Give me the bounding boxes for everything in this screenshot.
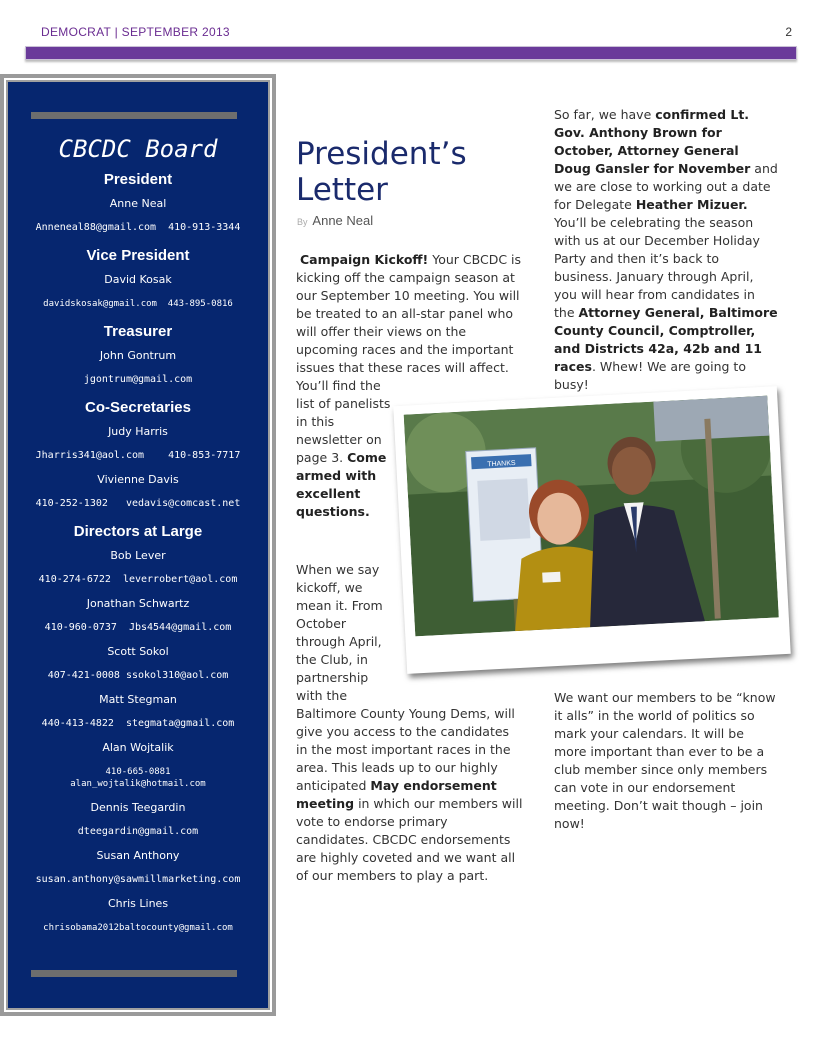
- paragraph-campaign-kickoff: Campaign Kickoff! Your CBCDC is kicking off the campaign season at our September 10 meeting. You will be treated to an all-star panel who will offer their views on the upcoming races and the important issues that these races will affect.: [296, 252, 522, 375]
- board-member-name: Susan Anthony: [96, 849, 180, 862]
- board-sidebar: [0, 74, 276, 1016]
- byline: By Anne Neal: [297, 213, 374, 228]
- photo-illustration: [404, 396, 779, 637]
- board-list: [8, 134, 268, 940]
- board-member-name: John Gontrum: [99, 349, 177, 362]
- board-member-name: Chris Lines: [107, 897, 169, 910]
- board-role-heading: Vice President: [86, 247, 190, 264]
- board-title: CBCDC Board: [58, 135, 218, 163]
- page-number: 2: [785, 25, 792, 39]
- board-member-name: Anne Neal: [109, 197, 167, 210]
- board-member-name: Dennis Teegardin: [90, 801, 186, 814]
- board-member-contact: 410-274-6722 leverrobert@aol.com: [38, 574, 238, 585]
- article-title: President’s Letter: [296, 136, 467, 208]
- board-member-contact: Anneneal88@gmail.com 410-913-3344: [35, 222, 241, 233]
- board-role-heading: Directors at Large: [73, 523, 203, 540]
- author-name: Anne Neal: [312, 213, 374, 228]
- header-bar: [25, 46, 797, 60]
- board-member-contact: dteegardin@gmail.com: [77, 826, 199, 837]
- board-member-contact: 410-252-1302 vedavis@comcast.net: [35, 498, 241, 509]
- board-member-contact: 410-960-0737 Jbs4544@gmail.com: [44, 622, 232, 633]
- board-member-contact: davidskosak@gmail.com 443-895-0816: [43, 299, 233, 309]
- board-member-name: Scott Sokol: [107, 645, 169, 658]
- board-member-name: Jonathan Schwartz: [86, 597, 190, 610]
- page-header: [41, 25, 792, 41]
- board-role-heading: Co-Secretaries: [85, 399, 191, 416]
- board-member-contact: 410-665-0881 alan_wojtalik@hotmail.com: [70, 767, 206, 789]
- board-member-name: Alan Wojtalik: [102, 741, 174, 754]
- paragraph-kickoff-cont: Baltimore County Young Dems, will give you access to the candidates in the most important races in the area. This leads up to our highly anticipated May endorsement meeting in which our members will vote to endorse primary candidates. CBCDC endorsements are highly coveted and we want all of our members to play a part.: [296, 706, 523, 883]
- board-member-name: Judy Harris: [108, 425, 168, 438]
- paragraph-join-now: We want our members to be “know it alls” in the world of politics so mark your calendars. It will be more important than ever to be a club member since only members can vote in our endorsement meeting. Don’t wait though – join now!: [554, 690, 776, 831]
- board-member-contact: Jharris341@aol.com 410-853-7717: [35, 450, 241, 461]
- sidebar-bottom-rule: [31, 970, 237, 977]
- event-photo: [393, 386, 790, 674]
- paragraph-confirmed-speakers: So far, we have confirmed Lt. Gov. Anthony Brown for October, Attorney General Doug Gansler for November and we are close to working out a date for Delegate Heather Mizuer. You’ll be celebrating the season with us at our December Holiday Party and then it’s back to business. January through April, you will hear from candidates in the Attorney General, Baltimore County Council, Comptroller, and Districts 42a, 42b and 11 races. Whew! We are going to busy!: [554, 107, 778, 392]
- board-member-contact: 440-413-4822 stegmata@gmail.com: [41, 718, 235, 729]
- board-role-heading: President: [103, 171, 173, 188]
- paragraph-panelists: You’ll find the list of panelists in this newsletter on page 3. Come armed with excellent questions.: [296, 378, 391, 519]
- board-member-contact: 407-421-0008 ssokol310@aol.com: [47, 670, 229, 681]
- newsletter-title: DEMOCRAT | SEPTEMBER 2013: [41, 25, 230, 39]
- sidebar-top-rule: [31, 112, 237, 119]
- board-member-name: Vivienne Davis: [97, 473, 179, 486]
- board-member-name: Matt Stegman: [99, 693, 177, 706]
- paragraph-kickoff-start: When we say kickoff, we mean it. From October through April, the Club, in partnership with the: [296, 562, 383, 703]
- sign-text: THANKS: [487, 459, 516, 469]
- board-role-heading: Treasurer: [103, 323, 173, 340]
- board-member-contact: jgontrum@gmail.com: [83, 374, 193, 385]
- sidebar-panel: [8, 82, 268, 1008]
- board-member-name: Bob Lever: [110, 549, 166, 562]
- board-member-contact: chrisobama2012baltocounty@gmail.com: [43, 923, 233, 933]
- board-member-name: David Kosak: [104, 273, 172, 286]
- board-member-contact: susan.anthony@sawmillmarketing.com: [35, 874, 241, 885]
